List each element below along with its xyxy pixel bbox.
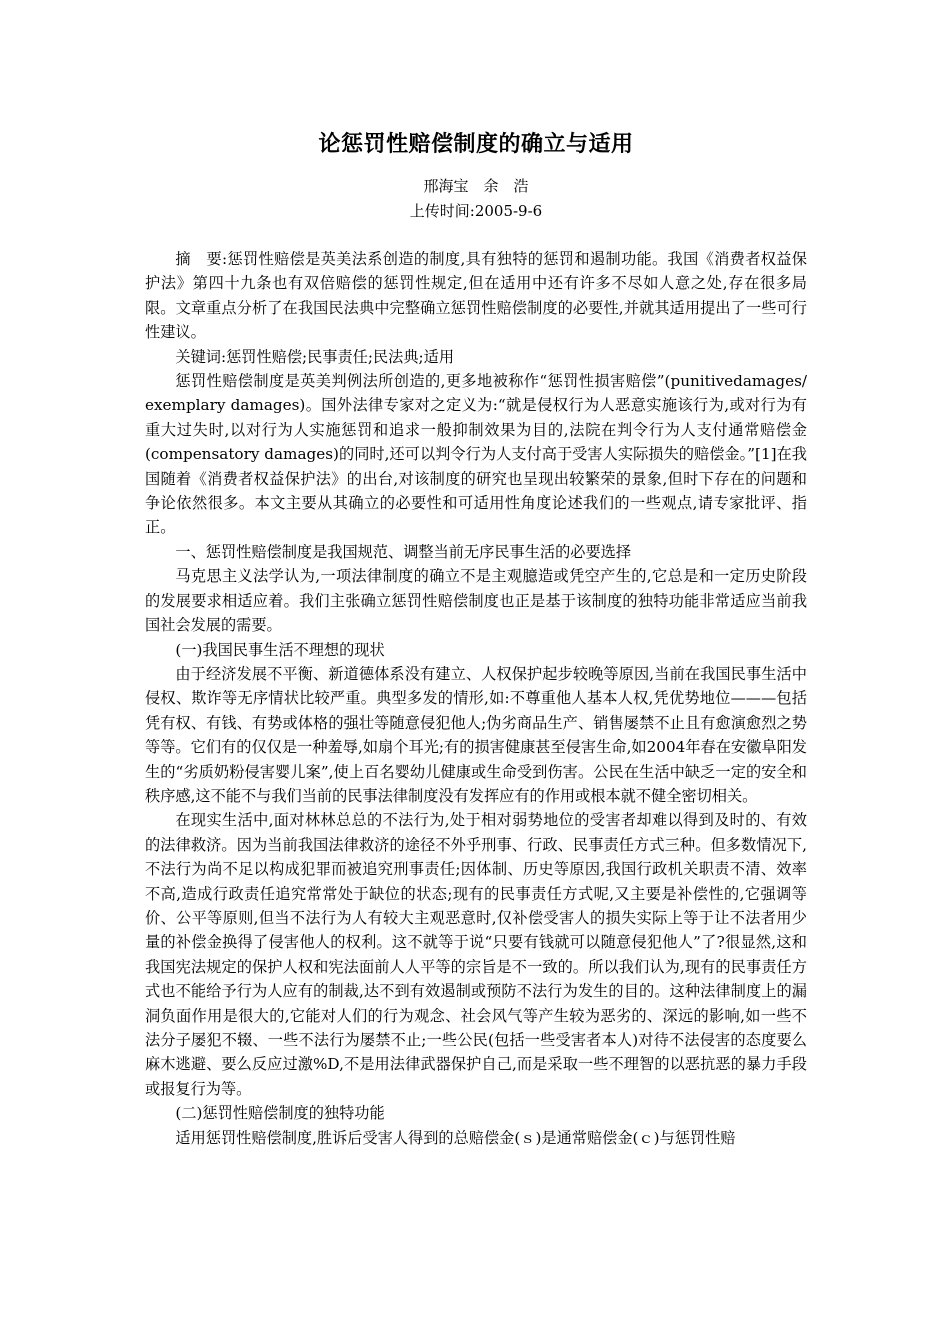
intro-paragraph: 惩罚性赔偿制度是英美判例法所创造的,更多地被称作“惩罚性损害赔偿”(punitivedamages/ exemplary damages)。国外法律专家对之定义为:“就是侵权行为人恶意实施该行为,或对行为有重大过失时,以对行为人实施惩罚和追求一般抑制效果为目的,法院在判令行为人支付通常赔偿金(compensatory damages)的同时,还可以判令行为人支付高于受害人实际损失的赔偿金。”[1]在我国随着《消费者权益保护法》的出台,对该制度的研究也呈现出较繁荣的景象,但时下存在的问题和争论依然很多。本文主要从其确立的必要性和可适用性角度论述我们的一些观点,请专家批评、指正。 [145,372,807,537]
upload-time: 上传时间:2005-9-6 [409,202,543,220]
subsection-heading-2: (二)惩罚性赔偿制度的独特功能 [175,1104,385,1123]
document-title: 论惩罚性赔偿制度的确立与适用 [318,131,634,157]
body-paragraph: 适用惩罚性赔偿制度,胜诉后受害人得到的总赔偿金(ｓ)是通常赔偿金(ｃ)与惩罚性赔 [175,1128,736,1147]
document-authors: 邢海宝 余 浩 [423,177,529,195]
section-heading-1: 一、惩罚性赔偿制度是我国规范、调整当前无序民事生活的必要选择 [175,542,632,561]
keywords-paragraph: 关键词:惩罚性赔偿;民事责任;民法典;适用 [175,347,455,366]
body-paragraph: 马克思主义法学认为,一项法律制度的确立不是主观臆造或凭空产生的,它总是和一定历史阶段的发展要求相适应着。我们主张确立惩罚性赔偿制度也正是基于该制度的独特功能非常适应当前我国社会发展的需要。 [145,567,807,635]
body-paragraph: 在现实生活中,面对林林总总的不法行为,处于相对弱势地位的受害者却难以得到及时的、有效的法律救济。因为当前我国法律救济的途径不外乎刑事、行政、民事责任方式三种。但多数情况下,不法行为尚不足以构成犯罪而被追究刑事责任;因体制、历史等原因,我国行政机关职责不清、效率不高,造成行政责任追究常常处于缺位的状态;现有的民事责任方式呢,又主要是补偿性的,它强调等价、公平等原则,但当不法行为人有较大主观恶意时,仅补偿受害人的损失实际上等于让不法者用少量的补偿金换得了侵害他人的权利。这不就等于说“只要有钱就可以随意侵犯他人”了?很显然,这和我国宪法规定的保护人权和宪法面前人人平等的宗旨是不一致的。所以我们认为,现有的民事责任方式也不能给予行为人应有的制裁,达不到有效遏制或预防不法行为发生的目的。这种法律制度上的漏洞负面作用是很大的,它能对人们的行为观念、社会风气等产生较为恶劣的、深远的影响,如一些不法分子屡犯不辍、一些不法行为屡禁不止;一些公民(包括一些受害者本人)对待不法侵害的态度要么麻木逃避、要么反应过激%D,不是用法律武器保护自己,而是采取一些不理智的以恶抗恶的暴力手段或报复行为等。 [145,811,807,1098]
body-paragraph: 由于经济发展不平衡、新道德体系没有建立、人权保护起步较晚等原因,当前在我国民事生活中侵权、欺诈等无序情状比较严重。典型多发的情形,如:不尊重他人基本人权,凭优势地位———包括凭有权、有钱、有势或体格的强壮等随意侵犯他人;伪劣商品生产、销售屡禁不止且有愈演愈烈之势等等。它们有的仅仅是一种羞辱,如扇个耳光;有的损害健康甚至侵害生命,如2004年春在安徽阜阳发生的“劣质奶粉侵害婴儿案”,使上百名婴幼儿健康或生命受到伤害。公民在生活中缺乏一定的安全和秩序感,这不能不与我们当前的民事法律制度没有发挥应有的作用或根本就不健全密切相关。 [145,664,807,805]
document-page [145,128,807,1150]
subsection-heading-1: (一)我国民事生活不理想的现状 [175,640,385,659]
abstract-paragraph: 摘 要:惩罚性赔偿是英美法系创造的制度,具有独特的惩罚和遏制功能。我国《消费者权益保护法》第四十九条也有双倍赔偿的惩罚性规定,但在适用中还有许多不尽如人意之处,存在很多局限。文章重点分析了在我国民法典中完整确立惩罚性赔偿制度的必要性,并就其适用提出了一些可行性建议。 [145,250,807,342]
